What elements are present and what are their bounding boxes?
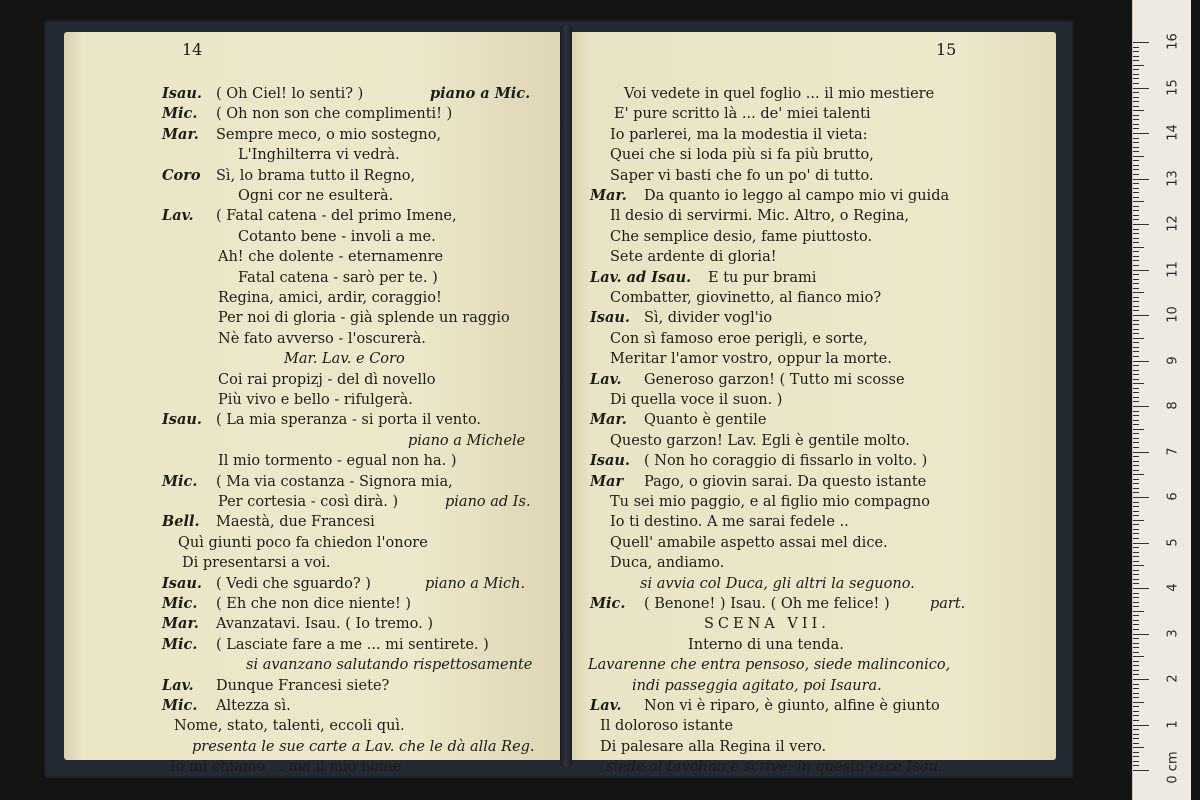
verse-text: Sete ardente di gloria!	[610, 249, 777, 266]
ruler-tick	[1133, 83, 1139, 84]
ruler-tick	[1133, 188, 1139, 189]
verse-text: Voi vedete in quel foglio ... il mio mestiere	[624, 86, 935, 102]
ruler-tick	[1133, 370, 1139, 371]
ruler-tick	[1133, 320, 1139, 321]
ruler-tick	[1133, 351, 1139, 352]
ruler-tick	[1133, 574, 1139, 575]
verse-text: Sì, lo brama tutto il Regno,	[216, 167, 416, 184]
ruler-tick	[1133, 215, 1139, 216]
verse-text: Per noi di gloria - già splende un raggio	[218, 310, 510, 327]
ruler-tick	[1133, 210, 1139, 211]
stage-direction: piano ad Is.	[445, 494, 531, 510]
verse-text: Combatter, giovinetto, al fianco mio?	[610, 290, 882, 306]
ruler-tick	[1133, 201, 1144, 202]
ruler-tick	[1133, 147, 1139, 148]
ruler-tick	[1133, 620, 1139, 621]
ruler-tick	[1133, 611, 1144, 612]
ruler-number: 10	[1165, 306, 1181, 323]
ruler-tick	[1133, 770, 1149, 771]
stage-direction: piano a Michele	[408, 432, 526, 449]
verse-text: ( Benone! ) Isau. ( Oh me felice! )	[644, 596, 890, 612]
speaker-name: Isau.	[162, 574, 202, 592]
ruler-tick	[1133, 115, 1139, 116]
stage-direction: part.	[930, 596, 966, 612]
ruler-tick	[1133, 565, 1144, 566]
ruler-tick	[1133, 725, 1149, 726]
ruler-tick	[1133, 688, 1139, 689]
speaker-name: Lav.	[162, 207, 194, 225]
ruler-tick	[1133, 356, 1139, 357]
ruler-tick	[1133, 315, 1149, 316]
ruler-tick	[1133, 415, 1139, 416]
ruler-tick	[1133, 474, 1144, 475]
ruler-tick	[1133, 743, 1139, 744]
ruler-tick	[1133, 233, 1139, 234]
verse-text: Di presentarsi a voi.	[182, 555, 331, 572]
ruler-number: 15	[1165, 78, 1181, 96]
stage-direction: indi passeggia agitato, poi Isaura.	[632, 677, 882, 694]
stage-direction: si avanzano salutando rispettosamente	[246, 657, 533, 674]
ruler-tick	[1133, 310, 1139, 311]
ruler-tick	[1133, 183, 1139, 184]
ruler-tick	[1133, 556, 1139, 557]
verse-text: ( Fatal catena - del primo Imene,	[216, 208, 457, 225]
verse-text: Regina, amici, ardir, coraggio!	[218, 290, 442, 306]
book-gutter	[560, 26, 572, 766]
ruler-tick	[1133, 301, 1139, 302]
ruler-tick	[1133, 69, 1139, 70]
ruler-tick	[1133, 615, 1139, 616]
ruler-tick	[1133, 452, 1149, 453]
ruler-tick	[1133, 374, 1139, 375]
ruler-tick	[1133, 579, 1139, 580]
ruler-tick	[1133, 643, 1139, 644]
ruler-tick	[1133, 479, 1139, 480]
ruler-tick	[1133, 697, 1139, 698]
ruler-tick	[1133, 543, 1149, 544]
ruler-tick	[1133, 438, 1139, 439]
ruler-tick	[1133, 160, 1139, 161]
speaker-name: Mic.	[162, 472, 198, 490]
ruler-tick	[1133, 265, 1139, 266]
speaker-name: Lav.	[162, 676, 194, 694]
ruler-tick	[1133, 515, 1139, 516]
ruler-tick	[1133, 256, 1139, 257]
ruler-tick	[1133, 138, 1139, 139]
ruler-tick	[1133, 552, 1139, 553]
verse-text: Ogni cor ne esulterà.	[238, 188, 394, 204]
ruler-number: 3	[1165, 628, 1181, 638]
ruler-tick	[1133, 684, 1139, 685]
verse-text: Quì giunti poco fa chiedon l'onore	[178, 534, 428, 551]
verse-text: Il doloroso istante	[600, 718, 734, 735]
verse-text: Maestà, due Francesi	[216, 514, 375, 531]
ruler-tick	[1133, 693, 1139, 694]
verse-text: E tu pur brami	[708, 269, 817, 286]
ruler-tick	[1133, 229, 1139, 230]
verse-text: Saper vi basti che fo un po' di tutto.	[610, 167, 874, 184]
speaker-name: Coro	[162, 166, 201, 184]
ruler-tick	[1133, 338, 1144, 339]
verse-text: Meritar l'amor vostro, oppur la morte.	[610, 351, 892, 368]
stage-direction: piano a Mic.	[430, 85, 531, 102]
ruler-tick	[1133, 124, 1139, 125]
verse-text: Duca, andiamo.	[610, 555, 725, 572]
ruler-number: 12	[1165, 215, 1181, 232]
ruler-tick	[1133, 465, 1139, 466]
ruler-tick	[1133, 424, 1139, 425]
verse-text: E' pure scritto là ... de' miei talenti	[614, 106, 871, 123]
ruler-tick	[1133, 165, 1139, 166]
ruler-tick	[1133, 461, 1139, 462]
ruler-tick	[1133, 520, 1144, 521]
ruler-tick	[1133, 629, 1139, 630]
ruler-tick	[1133, 747, 1144, 748]
ruler-tick	[1133, 392, 1139, 393]
ruler-tick	[1133, 297, 1139, 298]
ruler-tick	[1133, 92, 1139, 93]
speaker-name: Mar.	[162, 615, 199, 633]
stage-direction: Lavarenne che entra pensoso, siede malinconico,	[588, 657, 951, 674]
ruler-number: 16	[1165, 33, 1181, 50]
ruler-tick	[1133, 706, 1139, 707]
ruler-tick	[1133, 60, 1139, 61]
ruler-tick	[1133, 638, 1139, 639]
ruler-tick	[1133, 383, 1144, 384]
verse-text: Di palesare alla Regina il vero.	[600, 738, 827, 755]
ruler-tick	[1133, 306, 1139, 307]
ruler-tick	[1133, 661, 1139, 662]
ruler-tick	[1133, 179, 1149, 180]
ruler-tick	[1133, 238, 1139, 239]
ruler-number: 6	[1165, 492, 1181, 501]
ruler-tick	[1133, 679, 1149, 680]
ruler-tick	[1133, 602, 1139, 603]
ruler-tick	[1133, 78, 1139, 79]
ruler-tick	[1133, 715, 1139, 716]
verse-text: Pago, o giovin sarai. Da questo istante	[644, 473, 927, 490]
ruler-tick	[1133, 593, 1139, 594]
verse-text: Quei che si loda più si fa più brutto,	[610, 147, 874, 164]
verse-text: Sì, divider vogl'io	[644, 310, 773, 327]
speaker-name: Mic.	[162, 697, 198, 714]
ruler-tick	[1133, 324, 1139, 325]
ruler-tick	[1133, 738, 1139, 739]
ruler-number: 14	[1165, 124, 1181, 141]
ruler-tick	[1133, 547, 1139, 548]
verse-text: Generoso garzon! ( Tutto mi scosse	[644, 371, 905, 388]
scene-heading: Interno di una tenda.	[688, 636, 844, 653]
ruler-tick	[1133, 570, 1139, 571]
ruler-tick	[1133, 260, 1139, 261]
ruler-tick	[1133, 420, 1139, 421]
ruler-number: 2	[1165, 674, 1181, 683]
verse-text: Nè fato avverso - l'oscurerà.	[218, 330, 426, 347]
ruler-tick	[1133, 497, 1149, 498]
ruler-tick	[1133, 361, 1149, 362]
ruler-tick	[1133, 51, 1139, 52]
ruler-tick	[1133, 656, 1144, 657]
ruler-number: 1	[1165, 719, 1181, 729]
stage-direction: siede al tavolino e scrive: in questo esce Isau.	[606, 759, 943, 776]
ruler-tick	[1133, 588, 1149, 589]
stage-direction: si avvia col Duca, gli altri la seguono.	[640, 575, 915, 592]
ruler-tick	[1133, 74, 1139, 75]
ruler-tick	[1133, 219, 1139, 220]
verse-text: Da quanto io leggo al campo mio vi guida	[644, 188, 950, 204]
speaker-name: Mar.	[590, 187, 627, 204]
ruler-tick	[1133, 506, 1139, 507]
speaker-name: Mar.	[590, 411, 627, 429]
ruler-number: 5	[1165, 537, 1181, 547]
verse-text: Più vivo e bello - rifulgerà.	[218, 392, 413, 408]
ruler-tick	[1133, 206, 1139, 207]
stage-direction: piano a Mich.	[425, 575, 526, 592]
stage-direction: presenta le sue carte a Lav. che le dà alla Reg.	[192, 738, 535, 755]
ruler-tick	[1133, 670, 1139, 671]
ruler-tick	[1133, 470, 1139, 471]
ruler-tick	[1133, 133, 1149, 134]
speaker-name: Mar.	[162, 125, 199, 143]
verse-text: Io mi chiamo ... ma il mio nome	[170, 759, 402, 776]
ruler-tick	[1133, 42, 1149, 43]
stage-direction: Mar. Lav. e Coro	[284, 351, 405, 368]
verse-text: Non vi è riparo, è giunto, alfine è giunto	[644, 698, 940, 714]
speaker-name: Lav.	[590, 697, 622, 714]
ruler-tick	[1133, 511, 1139, 512]
ruler-tick	[1133, 729, 1139, 730]
ruler-tick	[1133, 702, 1144, 703]
ruler-tick	[1133, 110, 1144, 111]
ruler-tick	[1133, 197, 1139, 198]
ruler-tick	[1133, 734, 1139, 735]
ruler-number: 11	[1165, 260, 1181, 278]
ruler-tick	[1133, 174, 1139, 175]
verse-text: Nome, stato, talenti, eccoli quì.	[174, 718, 405, 735]
speaker-name: Isau.	[590, 452, 630, 470]
ruler-tick	[1133, 274, 1139, 275]
ruler-tick	[1133, 142, 1139, 143]
ruler-tick	[1133, 365, 1139, 366]
speaker-name: Lav. ad Isau.	[590, 268, 692, 286]
verse-text: Avanzatavi. Isau. ( Io tremo. )	[216, 616, 434, 633]
verse-text: Tu sei mio paggio, e al figlio mio compagno	[610, 494, 930, 510]
verse-text: Fatal catena - sarò per te. )	[238, 269, 438, 286]
ruler-tick	[1133, 247, 1144, 248]
ruler-tick	[1133, 97, 1139, 98]
ruler-tick	[1133, 483, 1139, 484]
speaker-name: Lav.	[590, 370, 622, 388]
speaker-name: Bell.	[162, 513, 200, 531]
ruler-tick	[1133, 433, 1139, 434]
measuring-ruler	[1132, 0, 1191, 800]
speaker-name: Isau.	[590, 309, 630, 327]
ruler-tick	[1133, 342, 1139, 343]
ruler-tick	[1133, 47, 1139, 48]
ruler-tick	[1133, 492, 1139, 493]
ruler-tick	[1133, 752, 1139, 753]
verse-text: Ah! che dolente - eternamenre	[218, 249, 444, 266]
ruler-tick	[1133, 347, 1139, 348]
ruler-tick	[1133, 674, 1139, 675]
ruler-tick	[1133, 224, 1149, 225]
ruler-tick	[1133, 88, 1149, 89]
ruler-tick	[1133, 169, 1139, 170]
ruler-number: 8	[1165, 401, 1181, 410]
ruler-tick	[1133, 647, 1139, 648]
ruler-tick	[1133, 56, 1139, 57]
verse-text: Di quella voce il suon. )	[610, 392, 783, 408]
ruler-tick	[1133, 756, 1139, 757]
ruler-tick	[1133, 429, 1144, 430]
ruler-tick	[1133, 251, 1139, 252]
verse-text: Per cortesia - così dirà. )	[218, 494, 399, 510]
ruler-tick	[1133, 151, 1139, 152]
speaker-name: Mic.	[162, 595, 198, 612]
ruler-tick	[1133, 665, 1139, 666]
ruler-tick	[1133, 333, 1139, 334]
ruler-tick	[1133, 292, 1144, 293]
speaker-name: Mic.	[162, 635, 198, 653]
ruler-tick	[1133, 597, 1139, 598]
ruler-tick	[1133, 106, 1139, 107]
ruler-tick	[1133, 711, 1139, 712]
ruler-tick	[1133, 279, 1139, 280]
scene-heading: SCENA VII.	[704, 616, 830, 633]
verse-text: ( Oh non son che complimenti! )	[216, 106, 453, 123]
ruler-tick	[1133, 329, 1139, 330]
ruler-tick	[1133, 524, 1139, 525]
verse-text: ( Eh che non dice niente! )	[216, 596, 412, 612]
verse-text: ( Ma via costanza - Signora mia,	[216, 473, 453, 490]
ruler-tick	[1133, 447, 1139, 448]
ruler-tick	[1133, 397, 1139, 398]
ruler-number: 4	[1165, 583, 1181, 592]
ruler-number: 9	[1165, 355, 1181, 365]
ruler-tick	[1133, 488, 1139, 489]
ruler-tick	[1133, 583, 1139, 584]
ruler-tick	[1133, 533, 1139, 534]
ruler-tick	[1133, 242, 1139, 243]
ruler-tick	[1133, 411, 1139, 412]
ruler-tick	[1133, 283, 1139, 284]
ruler-tick	[1133, 529, 1139, 530]
verse-text: Che semplice desio, fame piuttosto.	[610, 228, 873, 245]
verse-text: Questo garzon! Lav. Egli è gentile molto.	[610, 432, 910, 449]
ruler-tick	[1133, 379, 1139, 380]
ruler-tick	[1133, 634, 1149, 635]
ruler-tick	[1133, 765, 1139, 766]
verse-text: ( Non ho coraggio di fissarlo in volto. )	[644, 453, 928, 470]
verse-text: L'Inghilterra vi vedrà.	[238, 147, 400, 164]
right-page-number: 15	[936, 40, 957, 59]
ruler-tick	[1133, 442, 1139, 443]
ruler-number: 13	[1165, 169, 1181, 187]
ruler-tick	[1133, 192, 1139, 193]
ruler-tick	[1133, 606, 1139, 607]
ruler-tick	[1133, 561, 1139, 562]
verse-text: Coi rai propizj - del dì novello	[218, 371, 436, 388]
verse-text: ( La mia speranza - si porta il vento.	[216, 412, 482, 429]
speaker-name: Mic.	[590, 595, 626, 612]
ruler-unit-label: 0 cm	[1165, 751, 1181, 784]
verse-text: Io parlerei, ma la modestia il vieta:	[610, 126, 868, 143]
verse-text: Io ti destino. A me sarai fedele ..	[610, 514, 849, 531]
ruler-tick	[1133, 156, 1144, 157]
ruler-tick	[1133, 128, 1139, 129]
verse-text: Con sì famoso eroe perigli, e sorte,	[610, 330, 868, 347]
speaker-name: Isau.	[162, 411, 202, 429]
ruler-tick	[1133, 388, 1139, 389]
verse-text: Dunque Francesi siete?	[216, 677, 390, 694]
verse-text: ( Lasciate fare a me ... mi sentirete. )	[216, 636, 489, 653]
speaker-name: Isau.	[162, 85, 202, 102]
ruler-tick	[1133, 538, 1139, 539]
speaker-name: Mar	[590, 472, 624, 490]
speaker-name: Mic.	[162, 105, 198, 123]
ruler-tick	[1133, 624, 1139, 625]
ruler-number: 7	[1165, 446, 1181, 456]
left-page-number: 14	[182, 40, 203, 59]
verse-text: Il desio di servirmi. Mic. Altro, o Regina,	[610, 208, 910, 225]
verse-text: Cotanto bene - involi a me.	[238, 228, 436, 245]
ruler-tick	[1133, 720, 1139, 721]
verse-text: Sempre meco, o mio sostegno,	[216, 126, 442, 143]
ruler-tick	[1133, 270, 1149, 271]
ruler-tick	[1133, 502, 1139, 503]
ruler-tick	[1133, 119, 1139, 120]
verse-text: Quanto è gentile	[644, 412, 767, 429]
verse-text: ( Oh Ciel! lo senti? )	[216, 86, 364, 102]
ruler-tick	[1133, 101, 1139, 102]
verse-text: ( Vedi che sguardo? )	[216, 575, 371, 592]
ruler-tick	[1133, 456, 1139, 457]
ruler-tick	[1133, 406, 1149, 407]
ruler-tick	[1133, 652, 1139, 653]
ruler-tick	[1133, 401, 1139, 402]
verse-text: Quell' amabile aspetto assai mel dice.	[610, 534, 888, 551]
ruler-tick	[1133, 65, 1144, 66]
ruler-tick	[1133, 761, 1139, 762]
verse-text: Altezza sì.	[216, 698, 291, 714]
ruler-tick	[1133, 288, 1139, 289]
verse-text: Il mio tormento - egual non ha. )	[218, 453, 457, 470]
